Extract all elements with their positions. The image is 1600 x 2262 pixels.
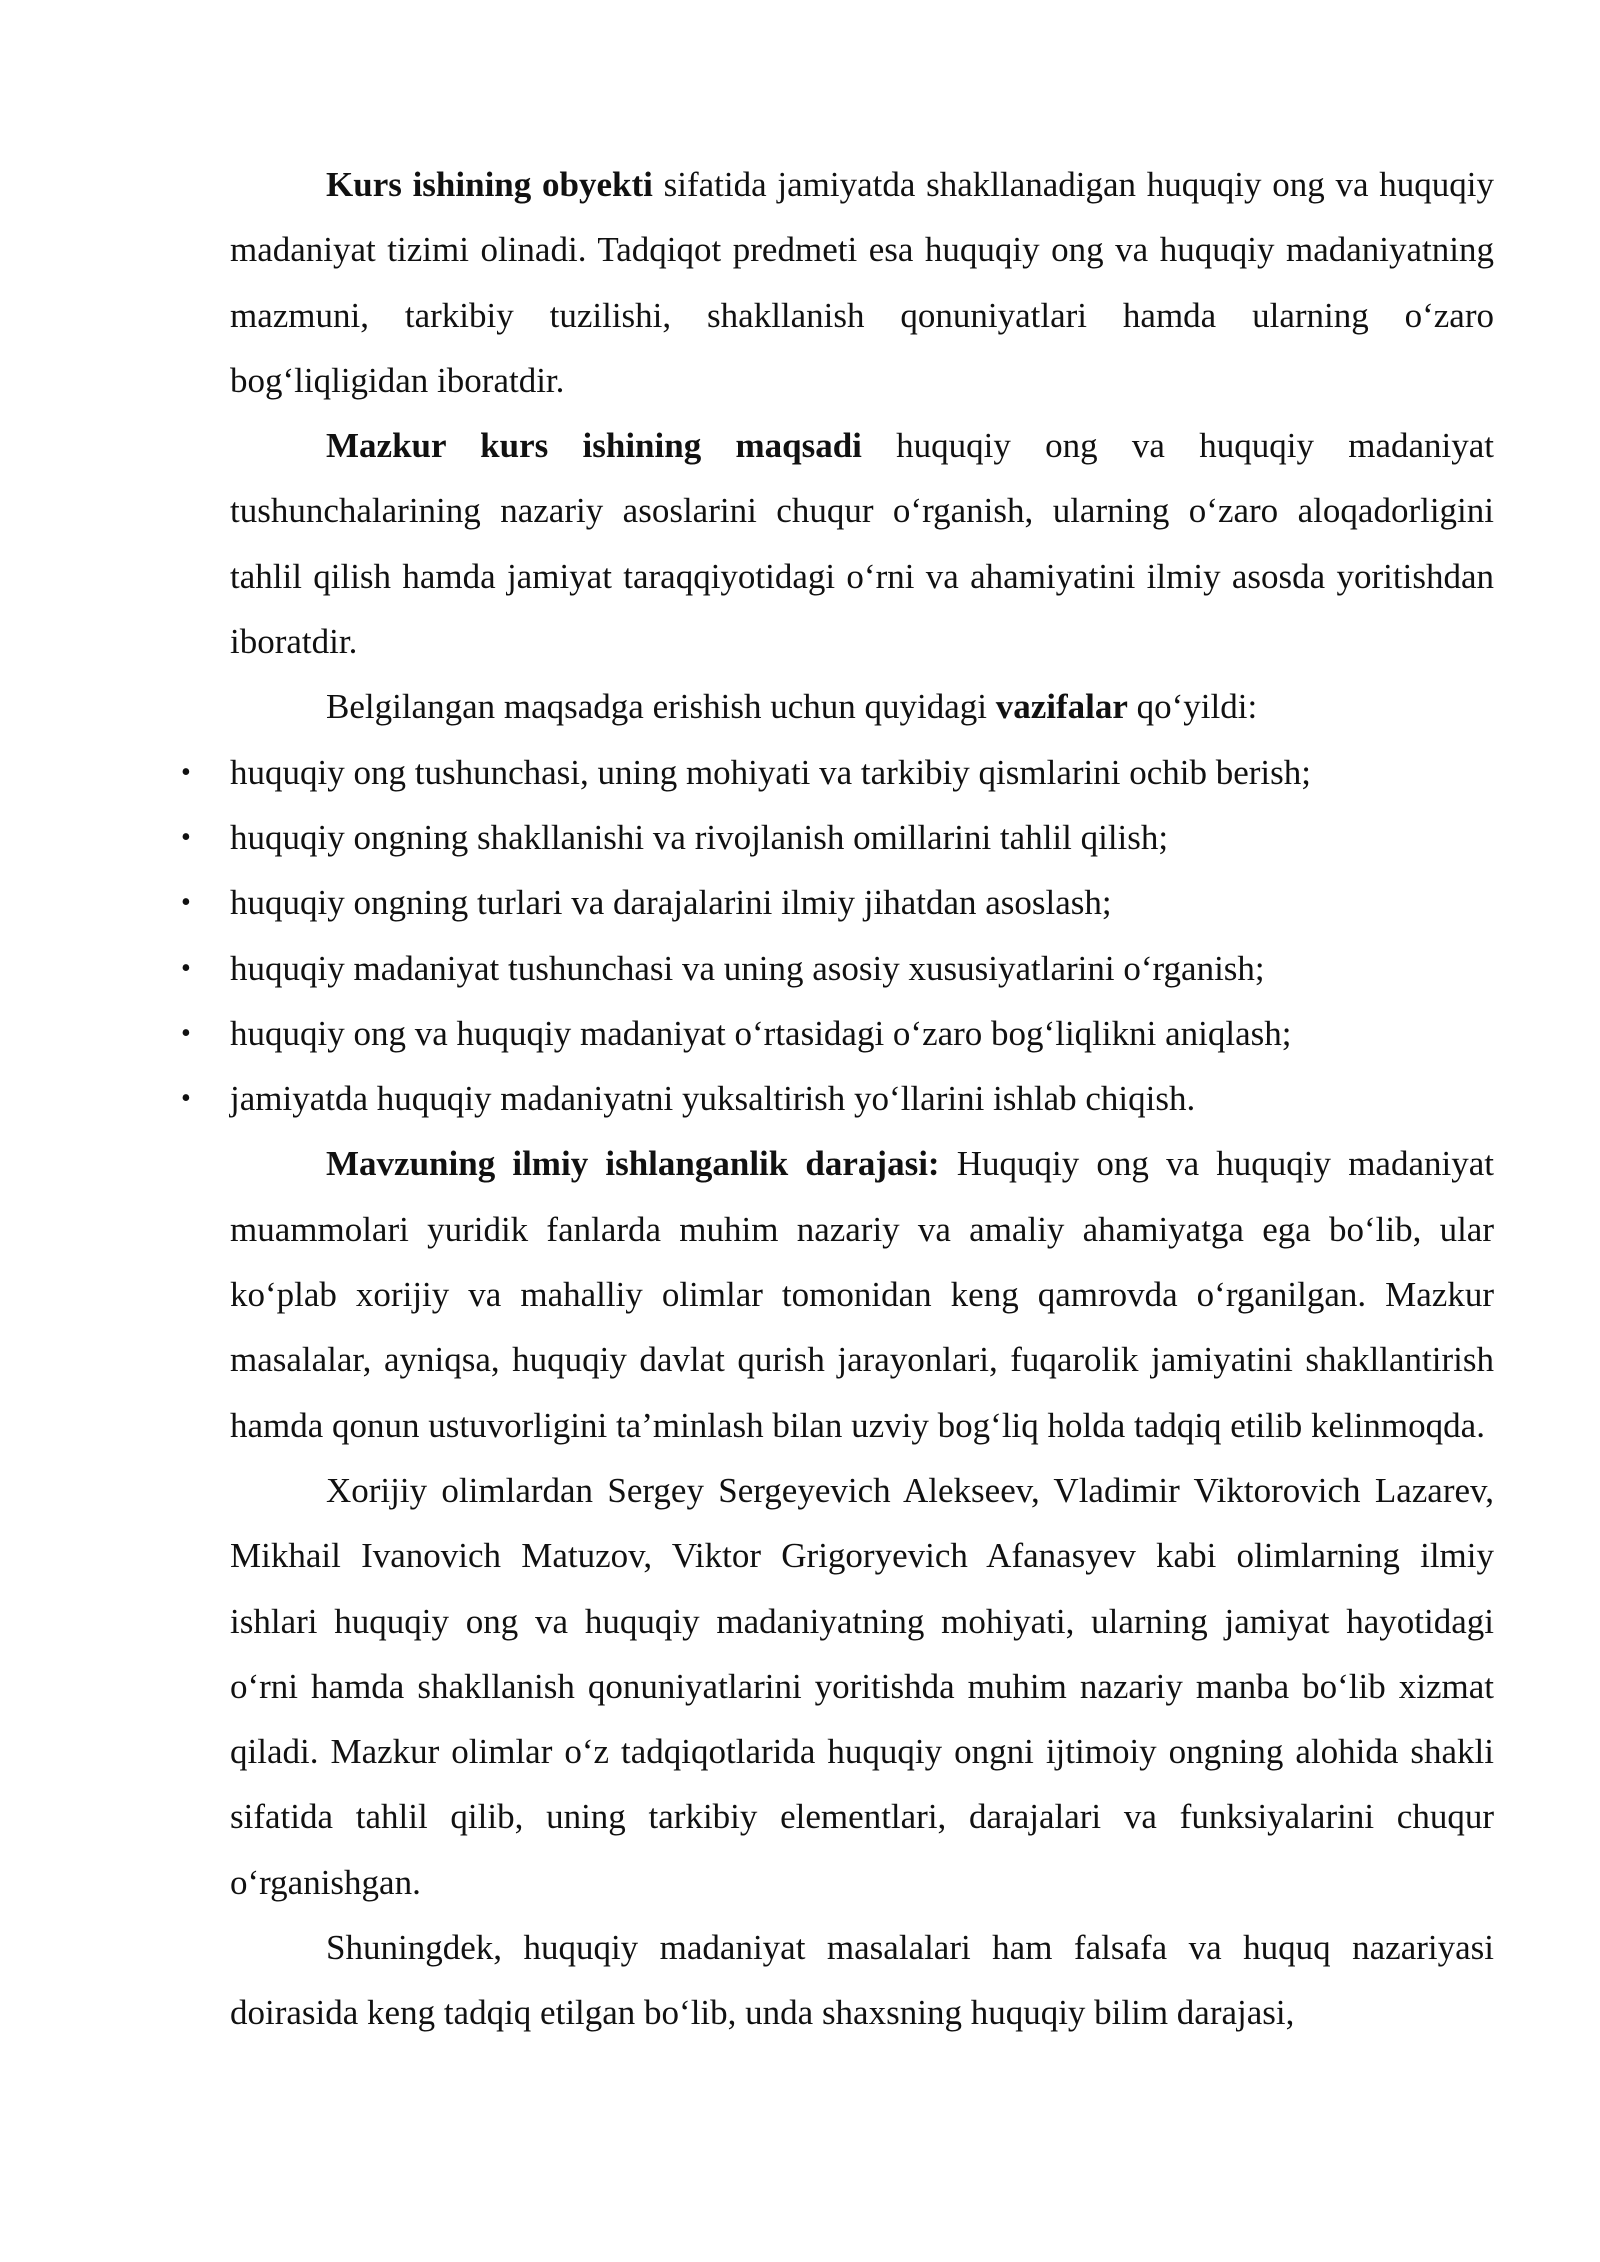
tasks-intro-before: Belgilangan maqsadga erishish uchun quyidagi — [326, 687, 996, 727]
list-item — [181, 1001, 1494, 1066]
list-item-text: huquqiy ong tushunchasi, uning mohiyati va tarkibiy qismlarini ochib berish; — [230, 752, 1311, 792]
list-item — [181, 740, 1494, 805]
tasks-intro-after: qo‘yildi: — [1127, 687, 1258, 727]
tasks-intro-paragraph — [230, 674, 1494, 739]
bullet-icon: • — [181, 952, 191, 984]
goal-text: huquqiy ong va huquqiy madaniyat tushunchalarining nazariy asoslarini chuqur o‘rganish, ularning o‘zaro aloqadorligini tahlil qilish hamda jamiyat taraqqiyotidagi o‘rni va ahamiyatini ilmiy asosda yoritishdan iboratdir. — [230, 426, 1494, 662]
object-term: Kurs ishining obyekti — [326, 165, 653, 204]
tasks-list — [181, 740, 1494, 1132]
object-text: sifatida jamiyatda shakllanadigan huquqiy ong va huquqiy madaniyat tizimi olinadi. Tadqiqot predmeti esa huquqiy ong va huquqiy madaniyatning mazmuni, tarkibiy tuzilishi, shakllanish qonuniyatlari hamda ularning o‘zaro bog‘liqligidan iboratdir. — [230, 165, 1494, 400]
list-item — [181, 805, 1494, 870]
list-item-text: jamiyatda huquqiy madaniyatni yuksaltirish yo‘llarini ishlab chiqish. — [230, 1079, 1196, 1119]
closing-paragraph: Shuningdek, huquqiy madaniyat masalalari ham falsafa va huquq nazariyasi doirasida keng tadqiq etilgan bo‘lib, unda shaxsning huquqiy bilim darajasi, — [230, 1928, 1494, 2033]
bullet-icon: • — [181, 887, 191, 919]
list-item — [181, 936, 1494, 1001]
object-paragraph — [230, 152, 1494, 413]
foreign-scholars-paragraph: Xorijiy olimlardan Sergey Sergeyevich Alekseev, Vladimir Viktorovich Lazarev, Mikhail Ivanovich Matuzov, Viktor Grigoryevich Afanasyev kabi olimlarning ilmiy ishlari huquqiy ong va huquqiy madaniyatning mohiyati, ularning jamiyat hayotidagi o‘rni hamda shakllanish qonuniyatlarini yoritishda muhim nazariy manba bo‘lib xizmat qiladi. Mazkur olimlar o‘z tadqiqotlarida huquqiy ongni ijtimoiy ongning alohida shakli sifatida tahlil qilib, uning tarkibiy elementlari, darajalari va funksiyalarini chuqur o‘rganishgan. — [230, 1470, 1494, 1902]
goal-paragraph — [230, 413, 1494, 674]
list-item-text: huquqiy madaniyat tushunchasi va uning asosiy xususiyatlarini o‘rganish; — [230, 948, 1265, 988]
list-item-text: huquqiy ongning turlari va darajalarini ilmiy jihatdan asoslash; — [230, 883, 1112, 923]
list-item — [181, 1066, 1494, 1131]
bullet-icon: • — [181, 1083, 191, 1115]
list-item-text: huquqiy ongning shakllanishi va rivojlanish omillarini tahlil qilish; — [230, 817, 1169, 857]
research-level-paragraph — [230, 1131, 1494, 1457]
bullet-icon: • — [181, 821, 191, 853]
research-level-term: Mavzuning ilmiy ishlanganlik darajasi: — [326, 1144, 940, 1184]
research-level-text: Huquqiy ong va huquqiy madaniyat muammolari yuridik fanlarda muhim nazariy va amaliy ahamiyatga ega bo‘lib, ular ko‘plab xorijiy va mahalliy olimlar tomonidan keng qamrovda o‘rganilgan. Mazkur masalalar, ayniqsa, huquqiy davlat qurish jarayonlari, fuqarolik jamiyatini shakllantirish hamda qonun ustuvorligini ta’minlash bilan uzviy bog‘liq holda tadqiq etilib kelinmoqda. — [230, 1144, 1494, 1445]
tasks-term: vazifalar — [995, 687, 1128, 727]
list-item — [181, 870, 1494, 935]
list-item-text: huquqiy ong va huquqiy madaniyat o‘rtasidagi o‘zaro bog‘liqlikni aniqlash; — [230, 1013, 1292, 1053]
document-body — [181, 152, 1494, 2046]
bullet-icon: • — [181, 756, 191, 788]
bullet-icon: • — [181, 1017, 191, 1049]
goal-term: Mazkur kurs ishining maqsadi — [326, 426, 862, 466]
